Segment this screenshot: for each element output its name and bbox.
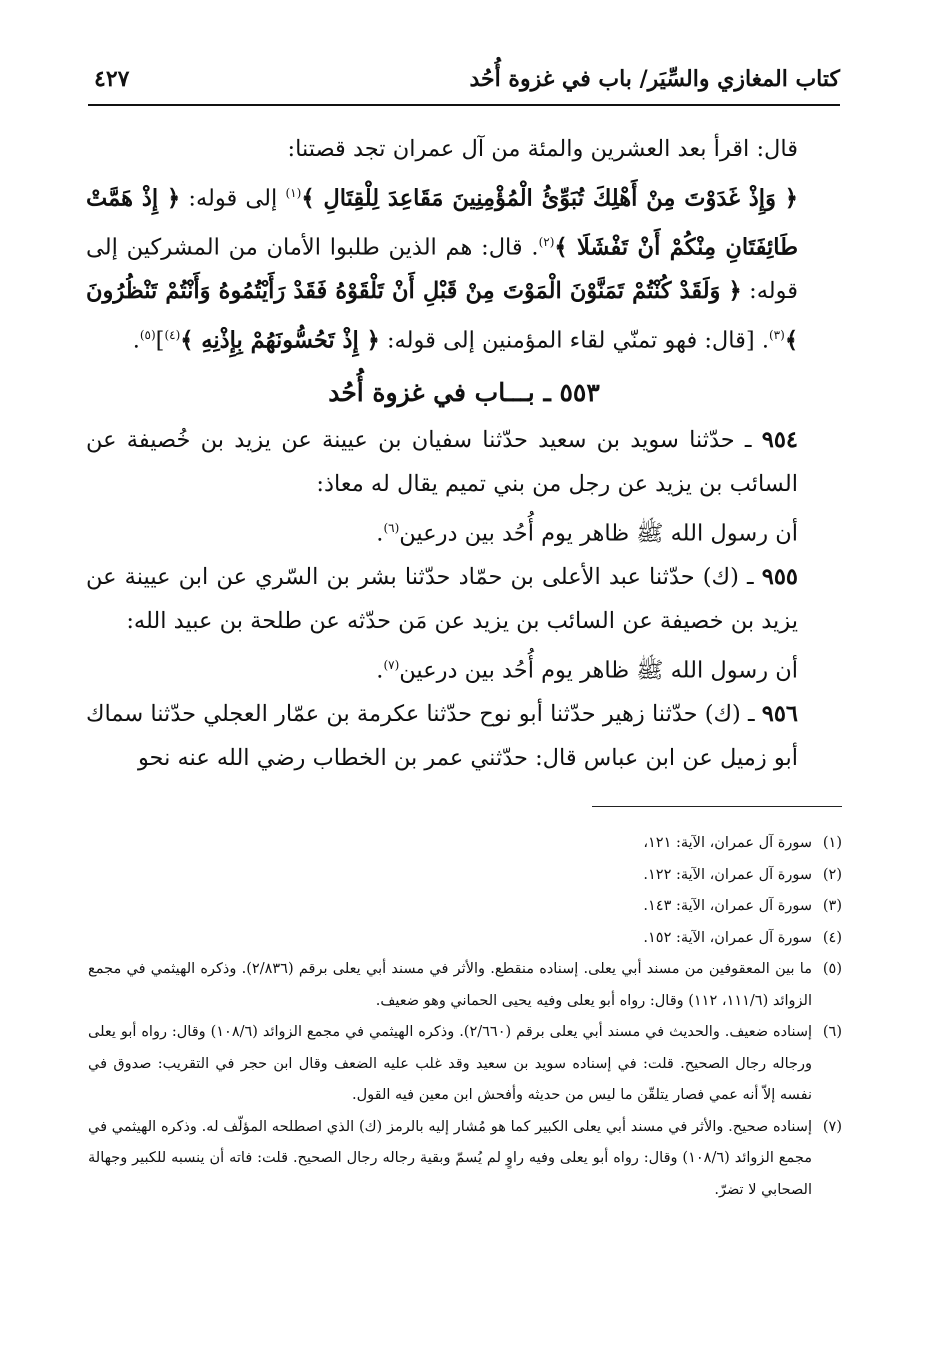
quran-verse-1: ﴿ وَإِذْ غَدَوْتَ مِنْ أَهْلِكَ تُبَوِّئُ الْمُؤْمِنِينَ مَقَاعِدَ لِلْقِتَالِ ﴾ bbox=[301, 185, 798, 212]
hadith-954-matn-text: أن رسول الله ﷺ ظاهر يوم أُحُد بين درعين bbox=[399, 520, 798, 547]
hadith-955-isnad: ـ (ك) حدّثنا عبد الأعلى بن حمّاد حدّثنا بشر بن السّري عن ابن عيينة عن يزيد بن خصيفة عن السائب بن يزيد عن مَن حدّثه عن طلحة بن عبيد الله: bbox=[86, 564, 798, 634]
footnote-text: ما بين المعقوفين من مسند أبي يعلى. إسناده منقطع. والأثر في مسند أبي يعلى برقم (٢/٨٣٦). وذكره الهيثمي في مجمع الزوائد (١١١/٦، ١١٢) وقال: رواه أبو يعلى وفيه يحيى الحماني وهو ضعيف. bbox=[88, 961, 812, 1009]
page-number: ٤٢٧ bbox=[94, 66, 130, 92]
footnote-number: (٧) bbox=[822, 1118, 842, 1135]
hadith-number-956: ٩٥٦ bbox=[761, 701, 798, 728]
footnote-text: سورة آل عمران، الآية: ١٥٢. bbox=[643, 929, 812, 946]
hadith-955-matn: أن رسول الله ﷺ ظاهر يوم أُحُد بين درعين$^{(٧)}$. bbox=[376, 657, 798, 684]
footnote-ref-2: (٢) bbox=[538, 235, 555, 250]
footnote-7 bbox=[88, 1112, 842, 1207]
hadith-954 bbox=[86, 419, 842, 507]
verses-text-2: . قال: هم الذين طلبوا الأمان من المشركين إلى قوله: bbox=[86, 234, 798, 305]
hadith-number-954: ٩٥٤ bbox=[761, 427, 798, 454]
footnote-3 bbox=[88, 891, 842, 923]
footnote-ref-1: (١) bbox=[285, 185, 302, 200]
footnote-number: (٥) bbox=[822, 961, 842, 977]
footnote-separator bbox=[592, 806, 842, 807]
footnote-number: (١) bbox=[822, 835, 842, 851]
footnotes bbox=[88, 828, 842, 1206]
footnote-6 bbox=[88, 1017, 842, 1112]
footnote-number: (٦) bbox=[822, 1024, 842, 1040]
footnote-number: (٣) bbox=[822, 898, 842, 914]
intro-text: قال: اقرأ بعد العشرين والمئة من آل عمران تجد قصتنا: bbox=[287, 136, 798, 162]
footnote-5 bbox=[88, 954, 842, 1017]
footnote-2 bbox=[88, 860, 842, 892]
footnote-text: سورة آل عمران، الآية: ١٢١، bbox=[643, 835, 812, 851]
main-text bbox=[86, 128, 842, 781]
hadith-956-isnad: ـ (ك) حدّثنا زهير حدّثنا أبو نوح حدّثنا عكرمة بن عمّار العجلي حدّثنا سماك أبو زميل عن ابن عباس قال: حدّثني عمر بن الخطاب رضي الله عنه نحو bbox=[86, 701, 798, 771]
verses-bracket-close: ] bbox=[155, 327, 165, 354]
running-header bbox=[88, 62, 840, 106]
footnote-text: إسناده صحيح. والأثر في مسند أبي يعلى الكبير كما هو مُشار إليه بالرمز (ك) الذي اصطلحه المؤلّف له. وذكره الهيثمي في مجمع الزوائد (١٠٨/٦) وقال: رواه أبو يعلى وفيه راوٍ لم يُسمّ وبقية رجاله رجال الصحيح. قلت: فاته أن ينسبه للكبير وجهالة الصحابي لا تضرّ. bbox=[88, 1118, 812, 1198]
quran-verse-4: ﴿ إِذْ تَحُسُّونَهُمْ بِإِذْنِهِ ﴾ bbox=[180, 327, 380, 354]
footnote-number: (٢) bbox=[822, 866, 842, 883]
footnote-text: إسناده ضعيف. والحديث في مسند أبي يعلى برقم (٢/٦٦٠). وذكره الهيثمي في مجمع الزوائد (١٠٨/٦) وقال: رواه أبو يعلى ورجاله رجال الصحيح. قلت: في إسناده سويد بن سعيد وقد غلب عليه الضعف وقال ابن حجر في التقريب: صدوق في نفسه إلاّ أنه عمي فصار يتلقّن ما ليس من حديثه وأفحش ابن معين فيه القول. bbox=[88, 1024, 812, 1103]
verses-text-1: إلى قوله: bbox=[180, 185, 286, 212]
hadith-956 bbox=[86, 693, 842, 781]
paragraph-intro bbox=[86, 128, 842, 172]
footnote-ref-3: (٣) bbox=[768, 328, 785, 343]
hadith-954-matn: أن رسول الله ﷺ ظاهر يوم أُحُد بين درعين$^{(٦)}$. bbox=[376, 520, 798, 547]
footnote-ref-5: (٥) bbox=[139, 328, 156, 343]
verses-end: . bbox=[132, 327, 140, 354]
footnote-1 bbox=[88, 828, 842, 860]
footnote-number: (٤) bbox=[822, 929, 842, 946]
hadith-number-955: ٩٥٥ bbox=[761, 564, 798, 591]
verses-text-3: . [قال: فهو تمنّي لقاء المؤمنين إلى قوله: bbox=[379, 327, 769, 354]
footnote-text: سورة آل عمران، الآية: ١٢٢. bbox=[643, 866, 812, 883]
hadith-955 bbox=[86, 556, 842, 644]
hadith-955-matn-text: أن رسول الله ﷺ ظاهر يوم أُحُد بين درعين bbox=[399, 657, 798, 684]
footnote-4 bbox=[88, 923, 842, 955]
footnote-ref-6: (٦) bbox=[383, 520, 400, 535]
quran-verse-2: ﴿ إِذْ هَمَّتْ طَائِفَتَانِ مِنْكُمْ أَنْ تَفْشَلَا ﴾ bbox=[86, 185, 798, 261]
quran-verse-3: ﴿ وَلَقَدْ كُنْتُمْ تَمَنَّوْنَ الْمَوْتَ مِنْ قَبْلِ أَنْ تَلْقَوْهُ فَقَدْ رَأَيْتُمُوهُ وَأَنْتُمْ تَنْظُرُونَ ﴾ bbox=[86, 278, 798, 354]
footnote-text: سورة آل عمران، الآية: ١٤٣. bbox=[643, 898, 812, 914]
hadith-954-isnad: ـ حدّثنا سويد بن سعيد حدّثنا سفيان بن عيينة عن يزيد بن خُصيفة عن السائب بن يزيد عن رجل من بني تميم يقال له معاذ: bbox=[86, 427, 798, 498]
header-title: كتاب المغازي والسِّيَر/ باب في غزوة أُحُد bbox=[469, 66, 840, 92]
footnote-ref-4: (٤) bbox=[164, 328, 181, 343]
chapter-heading: ٥٥٣ ـ بـــاب في غزوة أُحُد bbox=[328, 378, 600, 408]
paragraph-verses bbox=[86, 172, 842, 364]
footnote-ref-7: (٧) bbox=[383, 657, 400, 672]
